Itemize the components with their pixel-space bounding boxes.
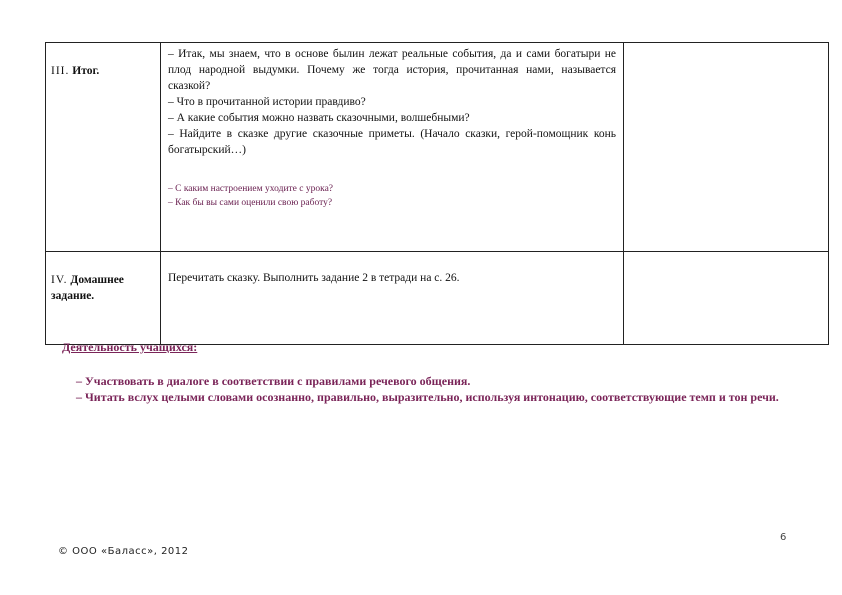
stage-cell xyxy=(46,252,161,345)
stage-cell xyxy=(46,43,161,252)
table-row xyxy=(46,252,829,345)
list-item: – Участвовать в диалоге в соответствии с правилами речевого общения. xyxy=(76,374,471,388)
reflection-question: – Как бы вы сами оценили свою работу? xyxy=(168,198,333,208)
dialogue-line: – А какие события можно назвать сказочными, волшебными? xyxy=(168,112,470,124)
homework-text: Перечитать сказку. Выполнить задание 2 в тетради на с. 26. xyxy=(168,272,460,284)
page-number: 6 xyxy=(780,532,787,543)
activity-title: Деятельность учащихся: xyxy=(62,340,198,354)
stage-number: III. xyxy=(51,65,70,77)
copyright-footer: © ООО «Баласс», 2012 xyxy=(58,546,189,557)
dialogue-line: – Что в прочитанной истории правдиво? xyxy=(168,96,366,108)
dialogue-line: – Итак, мы знаем, что в основе былин лежат реальные события, да и сами богатыри не плод народной выдумки. Почему же тогда история, прочитанная нами, называется сказкой? xyxy=(168,48,616,92)
list-item: – Читать вслух целыми словами осознанно, правильно, выразительно, используя интонацию, соответствующие темп и тон речи. xyxy=(76,390,779,404)
student-activity xyxy=(62,340,782,405)
homework-cell xyxy=(161,252,624,345)
notes-cell xyxy=(624,43,829,252)
stage-title: Домашнее задание. xyxy=(51,274,124,302)
stage-title: Итог. xyxy=(72,65,100,77)
notes-cell xyxy=(624,252,829,345)
lesson-table xyxy=(45,42,829,345)
dialogue-line: – Найдите в сказке другие сказочные приметы. (Начало сказки, герой-помощник конь богатырский…) xyxy=(168,128,616,156)
activity-list xyxy=(76,373,782,405)
reflection-question: – С каким настроением уходите с урока? xyxy=(168,184,334,194)
stage-number: IV. xyxy=(51,274,68,286)
table-row xyxy=(46,43,829,252)
content-cell xyxy=(161,43,624,252)
spacer xyxy=(168,158,616,182)
